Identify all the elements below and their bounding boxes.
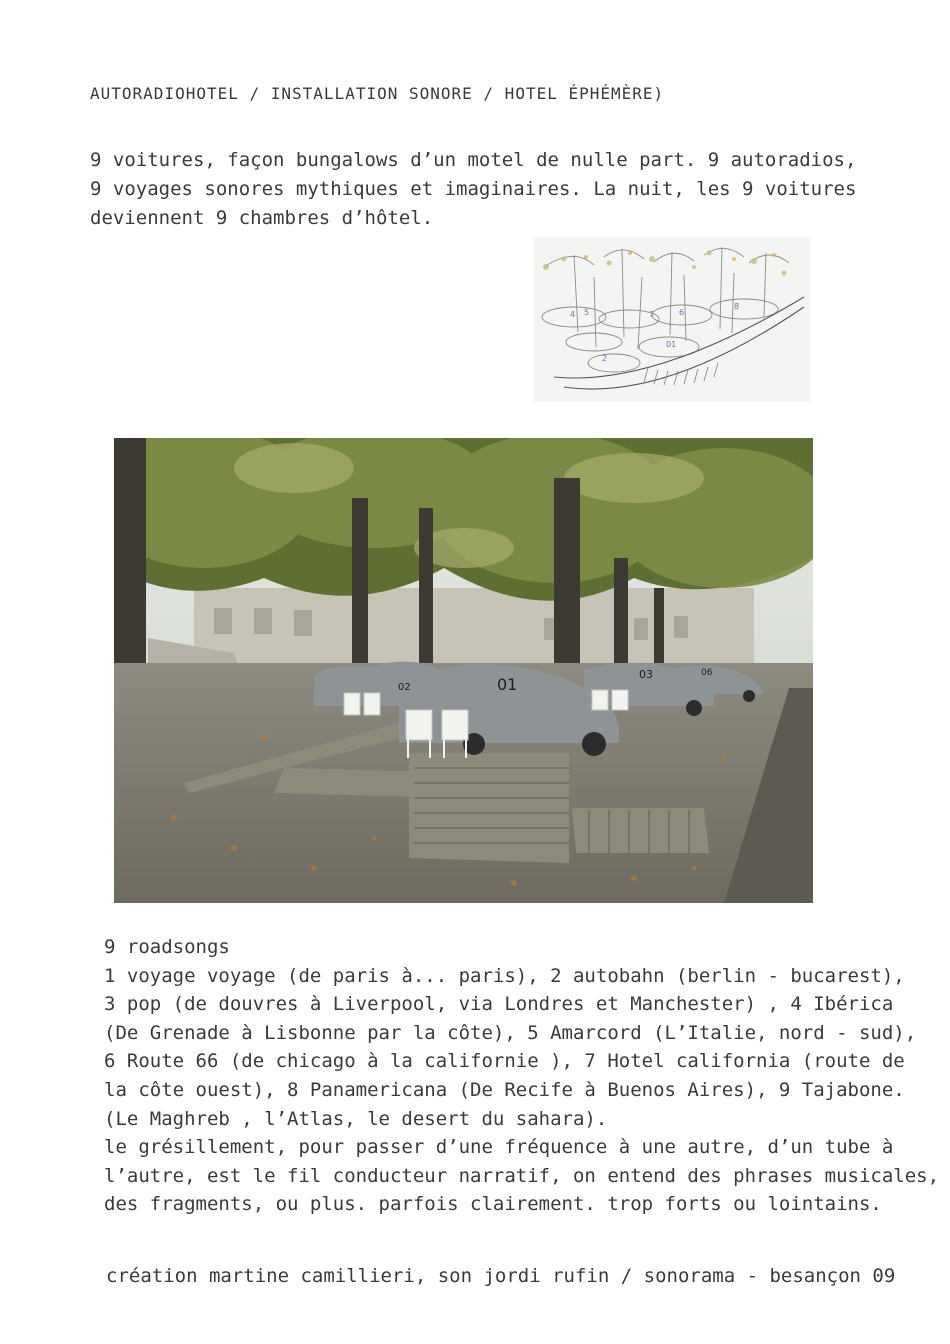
intro-line: 9 voyages sonores mythiques et imaginaires. La nuit, les 9 voitures xyxy=(90,178,857,200)
sketch-number: 7 xyxy=(649,310,655,319)
roadsongs-paragraph xyxy=(104,933,940,1219)
car-number: 06 xyxy=(701,668,713,678)
body-line: des fragments, ou plus. parfois clairement. trop forts ou lointains. xyxy=(104,1193,882,1216)
installation-photo xyxy=(114,438,813,903)
body-line: (Le Maghreb , l’Atlas, le desert du sahara). xyxy=(104,1107,608,1130)
body-line: 9 roadsongs xyxy=(104,936,230,958)
body-line: la côte ouest), 8 Panamericana (De Recife à Buenos Aires), 9 Tajabone. xyxy=(104,1078,905,1101)
intro-line: deviennent 9 chambres d’hôtel. xyxy=(90,207,434,229)
body-line: l’autre, est le fil conducteur narratif, on entend des phrases musicales, xyxy=(104,1164,940,1187)
body-line: 3 pop (de douvres à Liverpool, via Londres et Manchester) , 4 Ibérica xyxy=(104,993,894,1016)
intro-paragraph xyxy=(90,146,857,233)
intro-line: 9 voitures, façon bungalows d’un motel de nulle part. 9 autoradios, xyxy=(90,149,857,171)
document-title: AUTORADIOHOTEL / INSTALLATION SONORE / HOTEL ÉPHÉMÈRE) xyxy=(90,84,665,103)
sketch-number: 4 xyxy=(570,310,576,319)
sketch-number: 01 xyxy=(666,340,677,349)
sketch-number: 2 xyxy=(602,354,608,363)
sketch-drawing xyxy=(534,237,810,402)
body-line: (De Grenade à Lisbonne par la côte), 5 Amarcord (L’Italie, nord - sud), xyxy=(104,1021,917,1044)
installation-sketch xyxy=(534,237,810,402)
car-number: 02 xyxy=(398,682,411,693)
body-line: 1 voyage voyage (de paris à... paris), 2 autobahn (berlin - bucarest), xyxy=(104,964,905,987)
sketch-number: 6 xyxy=(679,308,685,317)
car-number: 03 xyxy=(639,668,653,681)
sketch-number: 8 xyxy=(734,302,740,311)
sketch-number: 5 xyxy=(584,308,590,317)
body-line: le grésillement, pour passer d’une fréquence à une autre, d’un tube à xyxy=(104,1136,894,1159)
credits: création martine camillieri, son jordi rufin / sonorama - besançon 09 xyxy=(106,1265,896,1287)
photo-scene xyxy=(114,438,813,903)
body-line: 6 Route 66 (de chicago à la californie ), 7 Hotel california (route de xyxy=(104,1050,905,1073)
car-number: 01 xyxy=(497,675,518,694)
